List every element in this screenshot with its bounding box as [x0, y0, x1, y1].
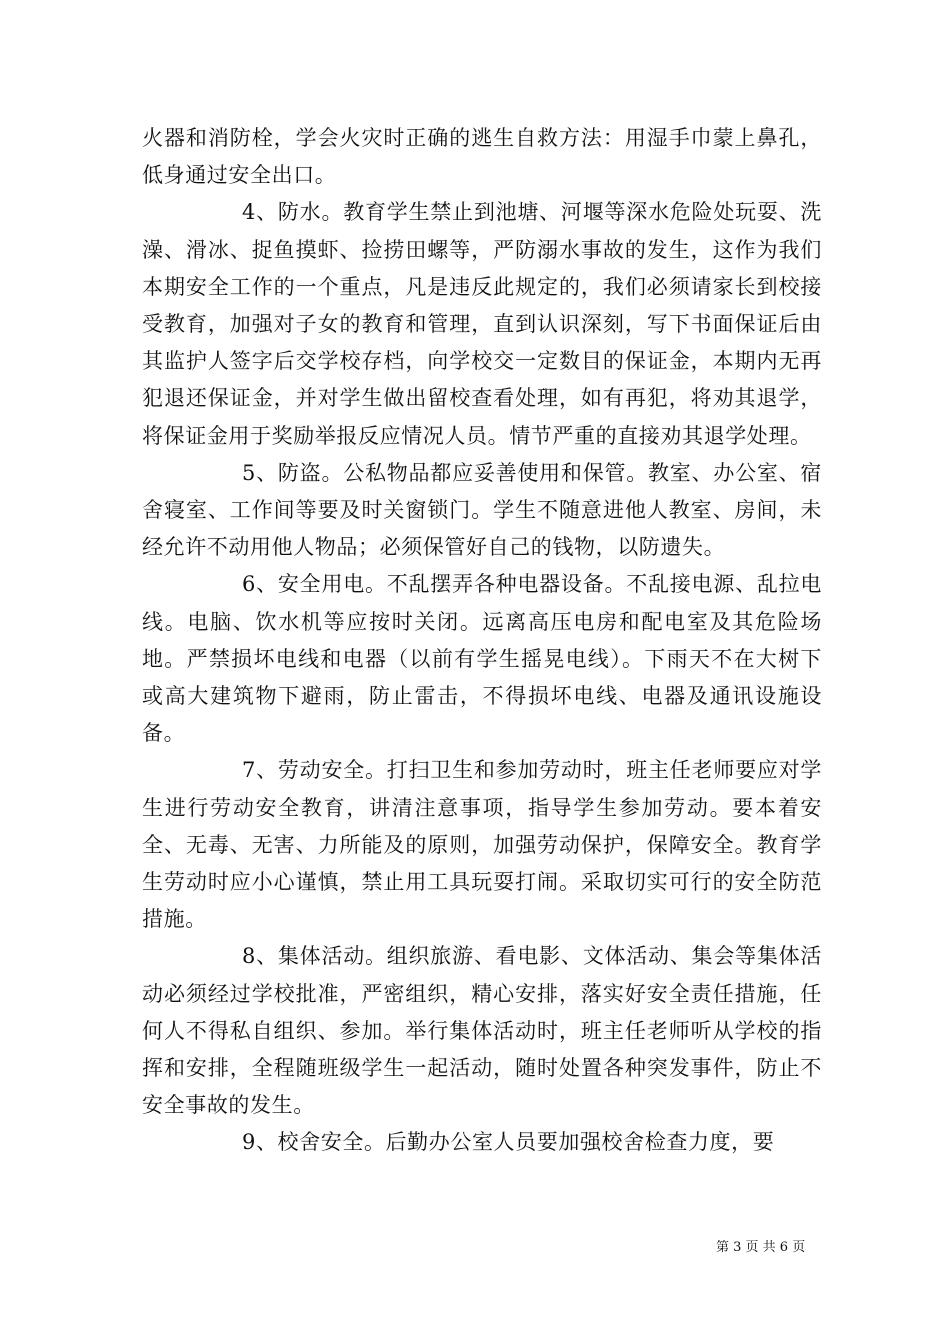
paragraph-fire-safety-continued: 火器和消防栓，学会火灾时正确的逃生自救方法：用湿手巾蒙上鼻孔，低身通过安全出口。 — [142, 126, 822, 188]
paragraph-water-safety: 4、防水。教育学生禁止到池塘、河堰等深水危险处玩耍、洗澡、滑冰、捉鱼摸虾、捡捞田螺等，严防溺水事故的发生，这作为我们本期安全工作的一个重点，凡是违反此规定的，我们必须请家长到校接受教育，加强对子女的教育和管理，直到认识深刻，写下书面保证后由其监护人签字后交学校存档，向学校交一定数目的保证金，本期内无再犯退还保证金，并对学生做出留校查看处理，如有再犯，将劝其退学，将保证金用于奖励举报反应情况人员。情节严重的直接劝其退学处理。 — [142, 200, 822, 448]
page-number-footer: 第 3 页 共 6 页 — [716, 1240, 806, 1255]
paragraph-electrical-safety: 6、安全用电。不乱摆弄各种电器设备。不乱接电源、乱拉电线。电脑、饮水机等应按时关闭。远离高压电房和配电室及其危险场地。严禁损坏电线和电器（以前有学生摇晃电线）。下雨天不在大树下或高大建筑物下避雨，防止雷击，不得损坏电线、电器及通讯设施设备。 — [142, 572, 822, 746]
document-body — [142, 120, 822, 1162]
paragraph-group-activities: 8、集体活动。组织旅游、看电影、文体活动、集会等集体活动必须经过学校批准，严密组织，精心安排，落实好安全责任措施，任何人不得私自组织、参加。举行集体活动时，班主任老师听从学校的指挥和安排，全程随班级学生一起活动，随时处置各种突发事件，防止不安全事故的发生。 — [142, 944, 822, 1118]
paragraph-building-safety: 9、校舍安全。后勤办公室人员要加强校舍检查力度，要 — [242, 1130, 775, 1155]
paragraph-labor-safety: 7、劳动安全。打扫卫生和参加劳动时，班主任老师要应对学生进行劳动安全教育，讲清注意事项，指导学生参加劳动。要本着安全、无毒、无害、力所能及的原则，加强劳动保护，保障安全。教育学生劳动时应小心谨慎，禁止用工具玩耍打闹。采取切实可行的安全防范措施。 — [142, 758, 822, 932]
paragraph-theft-prevention: 5、防盗。公私物品都应妥善使用和保管。教室、办公室、宿舍寝室、工作间等要及时关窗锁门。学生不随意进他人教室、房间，未经允许不动用他人物品；必须保管好自己的钱物，以防遗失。 — [142, 460, 822, 560]
